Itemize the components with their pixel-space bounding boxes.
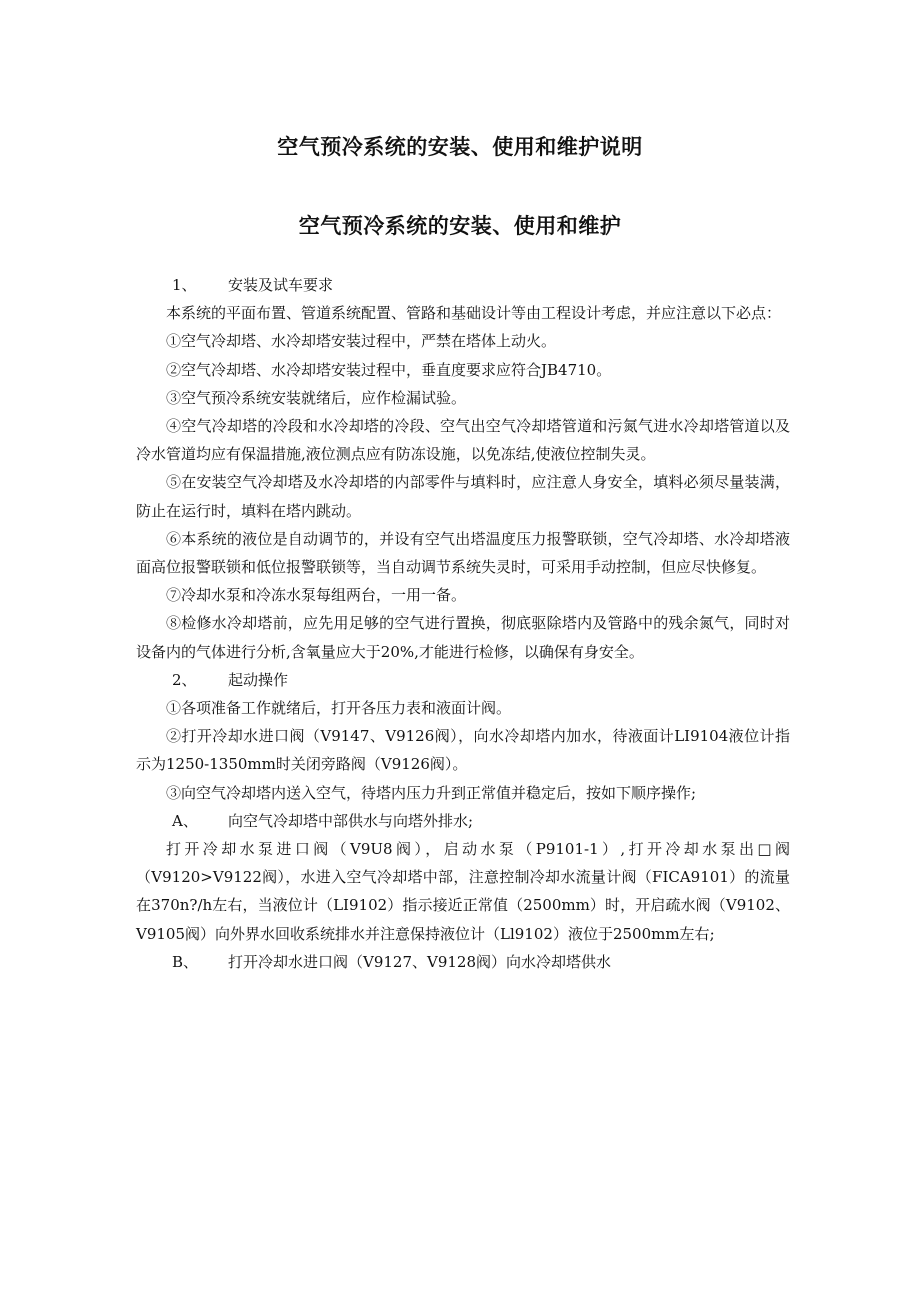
section-title: 起动操作 <box>228 670 289 689</box>
list-item: ⑦冷却水泵和冷冻水泵每组两台，一用一备。 <box>166 586 467 605</box>
section-heading <box>136 666 790 694</box>
document-subtitle: 空气预冷系统的安装、使用和维护 <box>298 214 622 238</box>
sub-heading <box>136 948 790 976</box>
section-heading <box>136 271 790 299</box>
section-number: 2、 <box>172 670 197 689</box>
sub-heading-title: 向空气冷却塔中部供水与向塔外排水; <box>228 811 474 830</box>
section-number: 1、 <box>172 276 197 294</box>
list-item: ②打开冷却水进口阀（V9147、V9126阀），向水冷却塔内加水，待液面计LI9104液位计指示为1250-1350mm时关闭旁路阀（V9126阀）。 <box>136 727 790 774</box>
paragraph: 打开冷却水泵进口阀（V9U8阀），启动水泵（P9101-1）,打开冷却水泵出□阀（V9120>V9122阀），水进入空气冷却塔中部，注意控制冷却水流量计阀（FICA9101）的流量在370n?/h左右，当液位计（LI9102）指示接近正常值（2500mm）时，开启疏水阀（V9102、V9105阀）向外界水回收系统排水并注意保持液位计（Ll9102）液位于2500mm左右; <box>136 840 790 943</box>
document-body <box>136 271 790 976</box>
list-item: ⑤在安装空气冷却塔及水冷却塔的内部零件与填料时，应注意人身安全，填料必须尽量装满，防止在运行时，填料在塔内跳动。 <box>136 473 790 520</box>
list-item: ④空气冷却塔的冷段和水冷却塔的冷段、空气出空气冷却塔管道和污氮气进水冷却塔管道以及冷水管道均应有保温措施,液位测点应有防冻设施，以免冻结,使液位控制失灵。 <box>136 417 790 464</box>
list-item: ②空气冷却塔、水冷却塔安装过程中，垂直度要求应符合JB4710。 <box>166 360 612 379</box>
section-title: 安装及试车要求 <box>228 276 334 294</box>
list-item: ⑧检修水冷却塔前，应先用足够的空气进行置换，彻底驱除塔内及管路中的残余氮气，同时对设备内的气体进行分析,含氧量应大于20%,才能进行检修，以确保有身安全。 <box>136 614 790 661</box>
list-item: ①空气冷却塔、水冷却塔安装过程中，严禁在塔体上动火。 <box>166 332 557 351</box>
list-item: ⑥本系统的液位是自动调节的，并设有空气出塔温度压力报警联锁，空气冷却塔、水冷却塔液面高位报警联锁和低位报警联锁等，当自动调节系统失灵时，可采用手动控制，但应尽快修复。 <box>136 529 790 577</box>
sub-heading-label: B、 <box>172 952 199 971</box>
paragraph: 本系统的平面布置、管道系统配置、管路和基础设计等由工程设计考虑，并应注意以下必点： <box>166 304 782 323</box>
sub-heading <box>136 807 790 835</box>
list-item: ③空气预冷系统安装就绪后，应作检漏试验。 <box>166 388 467 407</box>
list-item: ①各项准备工作就绪后，打开各压力表和液面计阀。 <box>166 699 512 718</box>
list-item: ③向空气冷却塔内送入空气，待塔内压力升到正常值并稳定后，按如下顺序操作; <box>166 783 697 802</box>
sub-heading-label: A、 <box>172 811 198 830</box>
document-title: 空气预冷系统的安装、使用和维护说明 <box>277 135 643 159</box>
sub-heading-title: 打开冷却水进口阀（V9127、V9128阀）向水冷却塔供水 <box>228 952 612 971</box>
